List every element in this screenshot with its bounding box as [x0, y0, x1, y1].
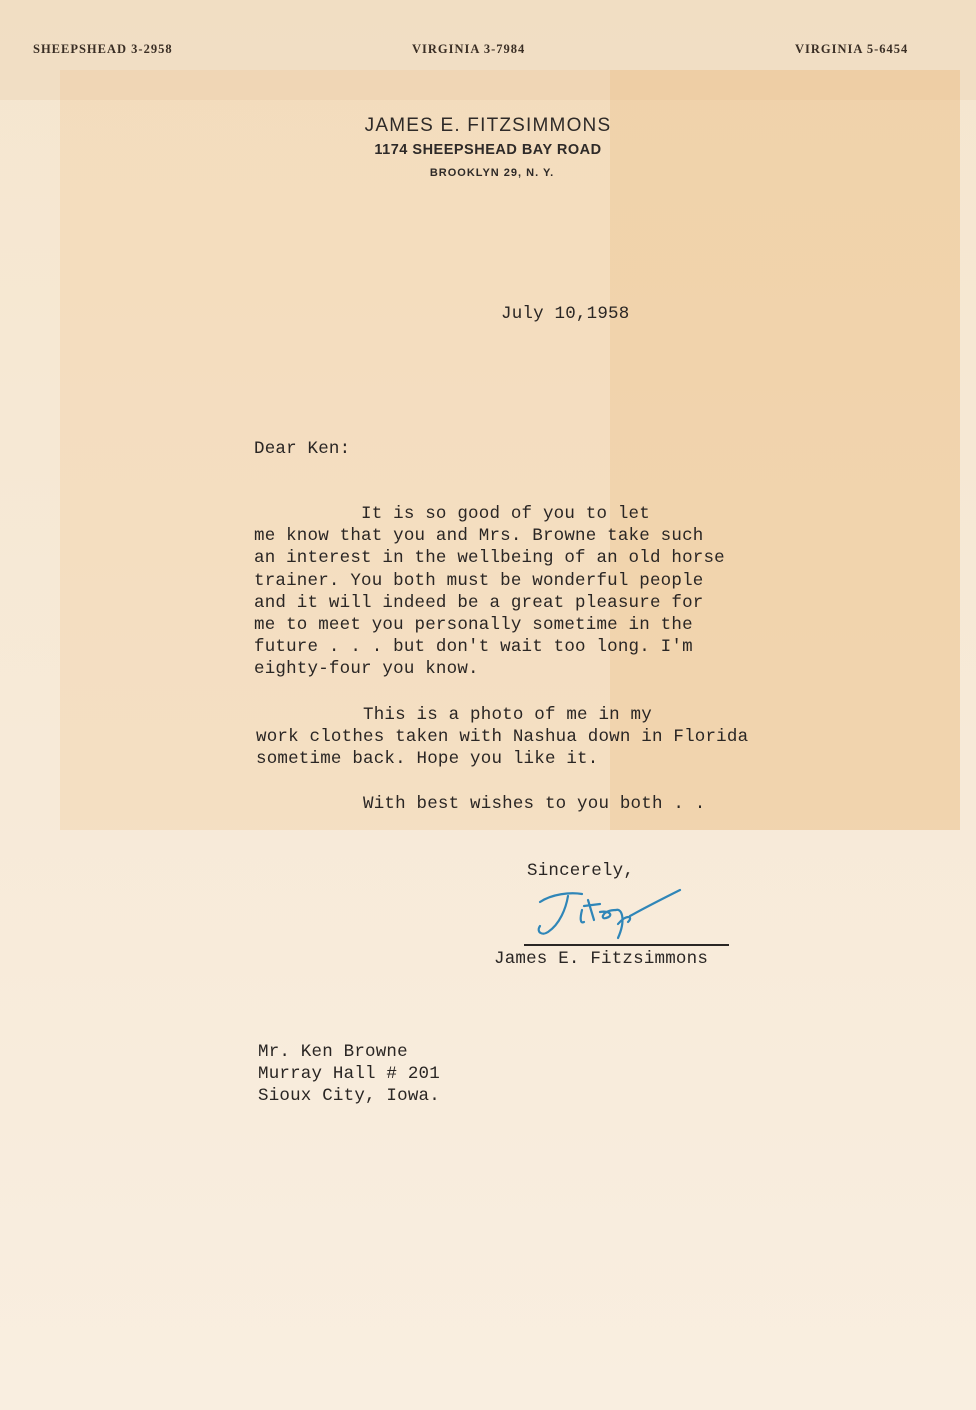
- body-line: an interest in the wellbeing of an old horse: [254, 548, 725, 569]
- closing: Sincerely,: [527, 861, 635, 881]
- recipient-city: Sioux City, Iowa.: [258, 1086, 440, 1107]
- body-paragraph-1: [254, 503, 725, 681]
- letterhead-city: BROOKLYN 29, N. Y.: [429, 167, 555, 179]
- body-line: and it will indeed be a great pleasure for: [254, 592, 704, 613]
- body-line: trainer. You both must be wonderful people: [254, 570, 704, 591]
- phone-number-left: SHEEPSHEAD 3-2958: [33, 42, 173, 56]
- recipient-name: Mr. Ken Browne: [258, 1042, 408, 1062]
- handwritten-signature: [530, 880, 690, 950]
- salutation: Dear Ken:: [254, 439, 351, 459]
- phone-number-center: VIRGINIA 3-7984: [412, 42, 526, 56]
- recipient-street: Murray Hall # 201: [258, 1064, 440, 1085]
- body-line: sometime back. Hope you like it.: [256, 749, 599, 770]
- letterhead-street: 1174 SHEEPSHEAD BAY ROAD: [374, 142, 602, 158]
- body-line: It is so good of you to let: [254, 504, 650, 524]
- body-line: work clothes taken with Nashua down in Florida: [256, 727, 749, 748]
- body-line: me to meet you personally sometime in the: [254, 615, 693, 636]
- phone-number-right: VIRGINIA 5-6454: [795, 42, 909, 56]
- letter-date: July 10,1958: [501, 304, 630, 324]
- letterhead-name: JAMES E. FITZSIMMONS: [364, 115, 612, 136]
- body-paragraph-2: [256, 704, 748, 771]
- signer-name: James E. Fitzsimmons: [494, 949, 709, 969]
- body-line: future . . . but don't wait too long. I'm: [254, 637, 693, 658]
- body-line: eighty-four you know.: [254, 659, 479, 680]
- body-line: me know that you and Mrs. Browne take such: [254, 526, 704, 547]
- body-line: This is a photo of me in my: [256, 705, 652, 725]
- recipient-address: [258, 1041, 440, 1108]
- signature-line: [524, 944, 729, 946]
- body-paragraph-3: With best wishes to you both . .: [256, 794, 706, 814]
